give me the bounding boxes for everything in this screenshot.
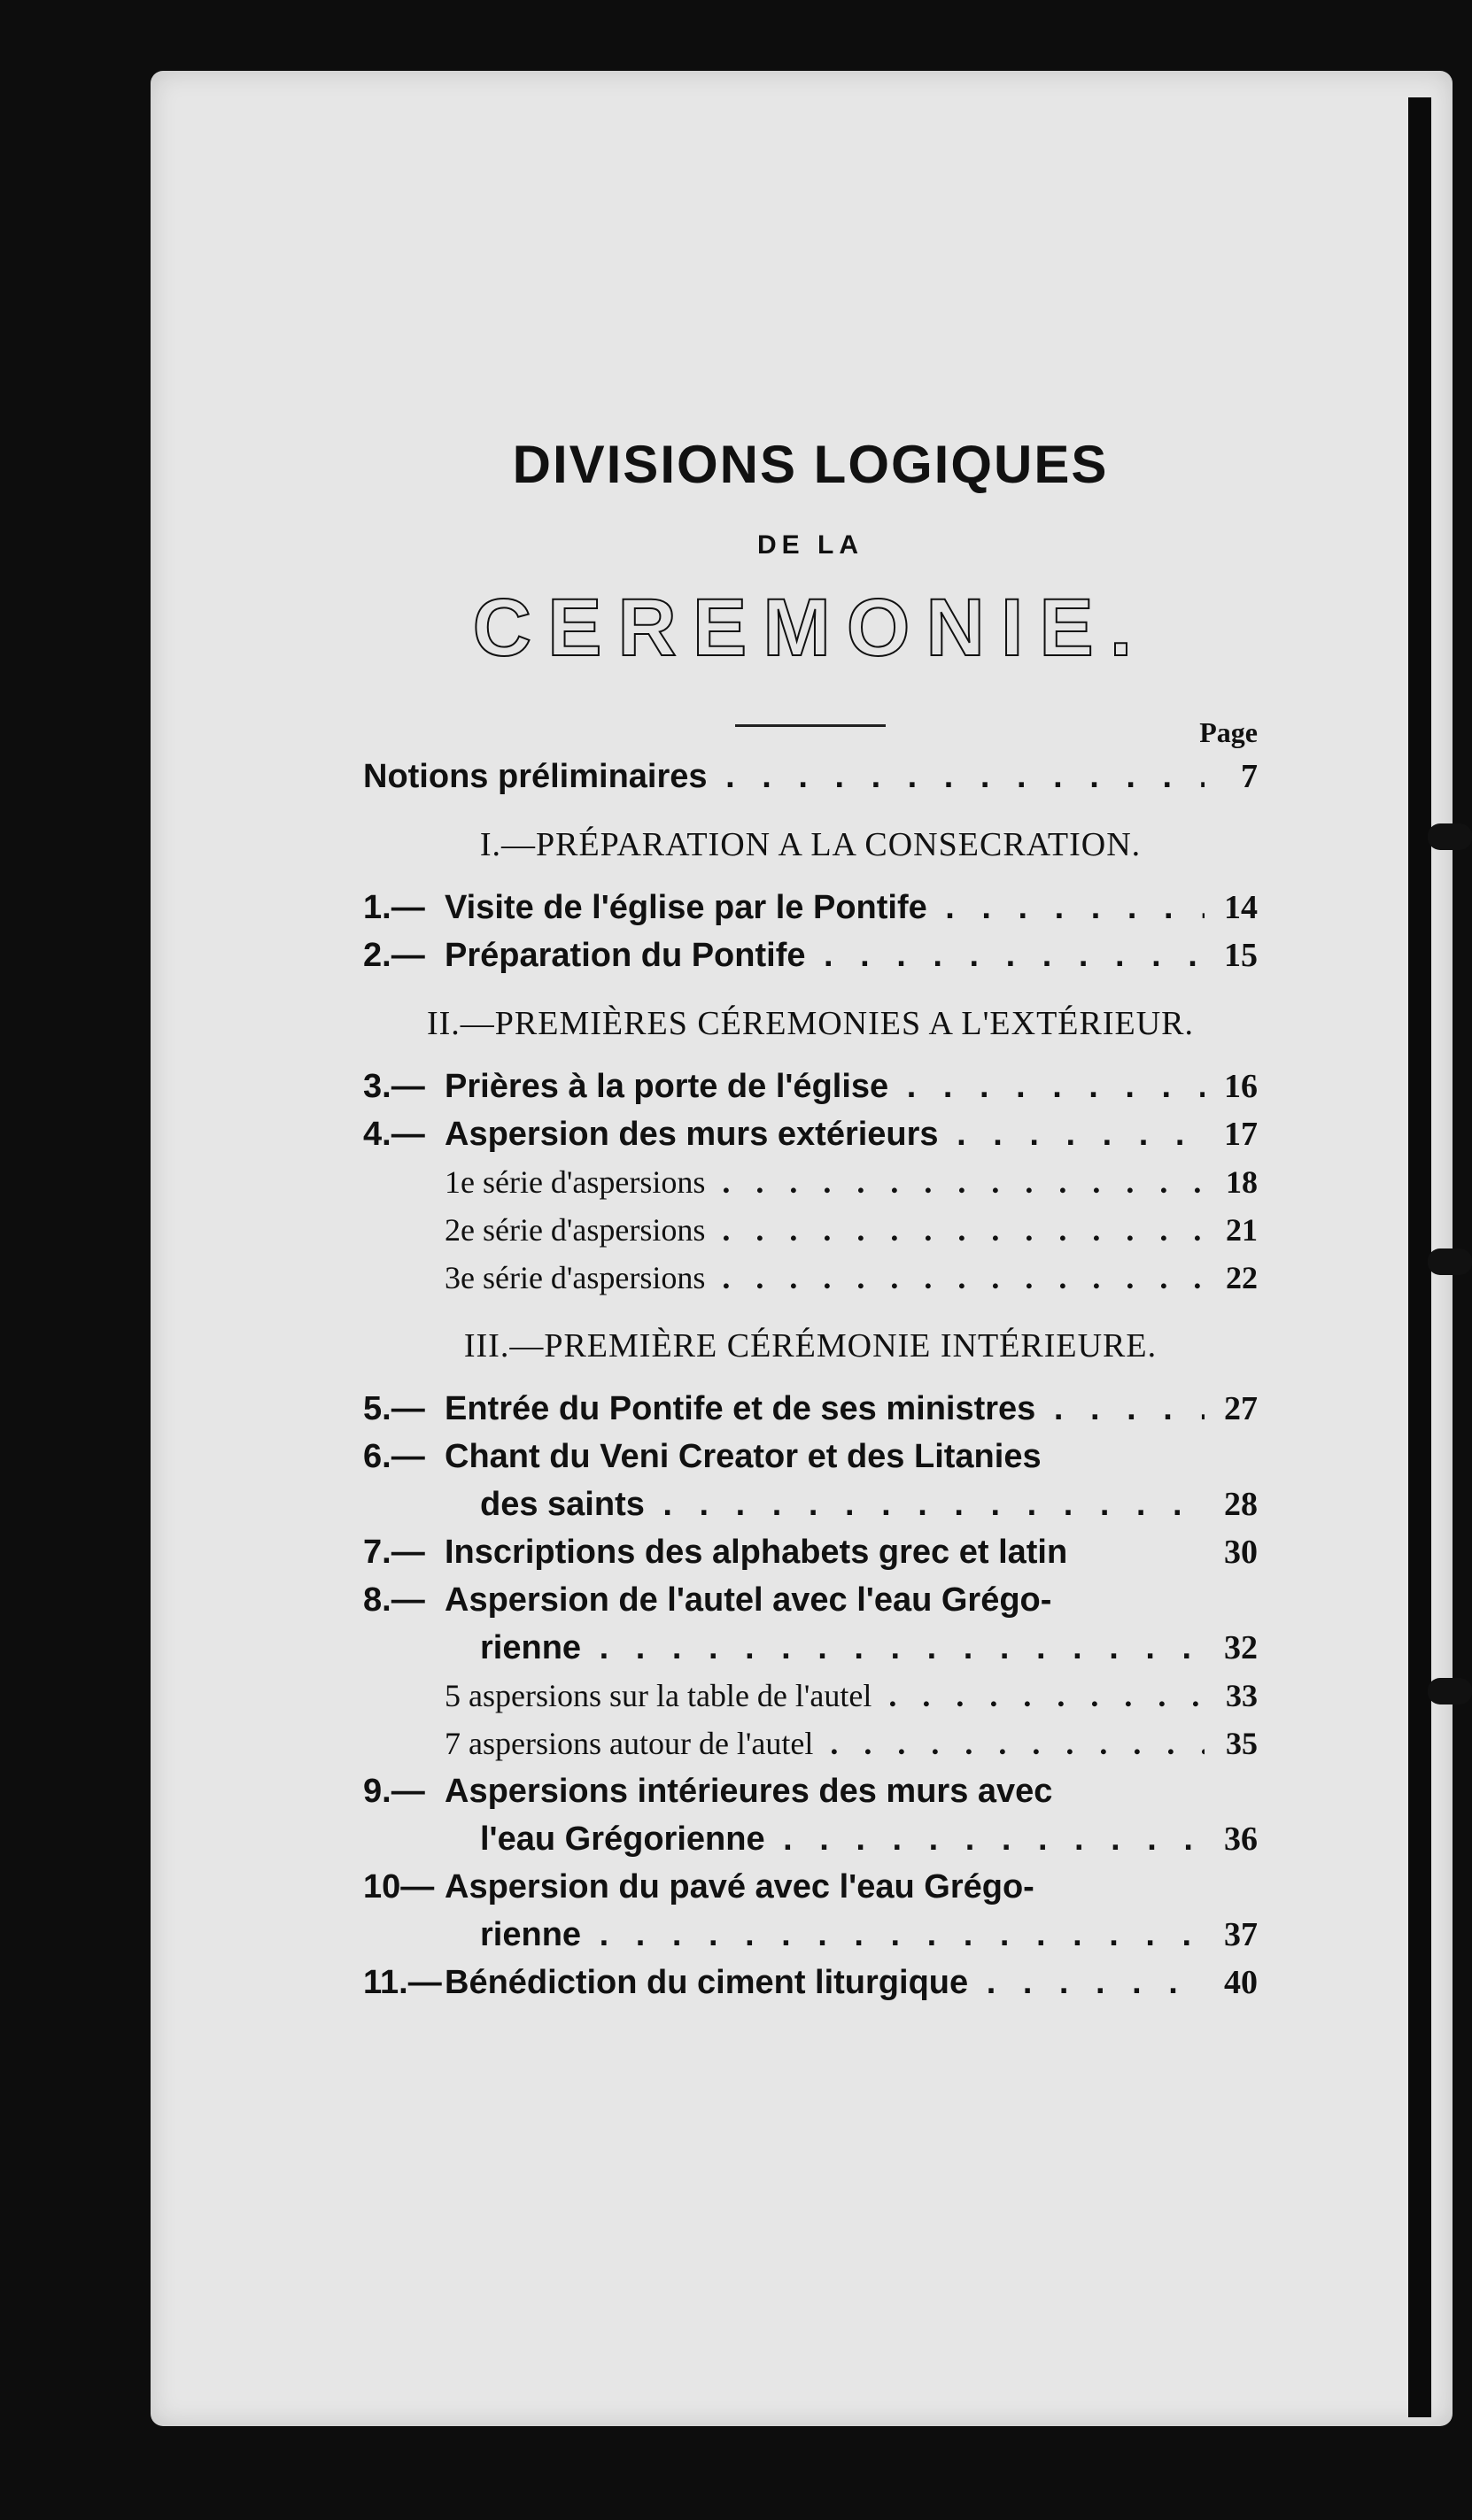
toc-entry-number: 9.— bbox=[363, 1773, 425, 1810]
toc-entry-page: 22 bbox=[1226, 1260, 1258, 1295]
toc-entry-continuation[interactable] bbox=[363, 1815, 1258, 1863]
toc-entry-page: 21 bbox=[1226, 1212, 1258, 1248]
binding-mark bbox=[1428, 1678, 1472, 1704]
toc-entry-label: Aspersion du pavé avec l'eau Grégo- bbox=[445, 1868, 1034, 1905]
toc-entry-page: 14 bbox=[1224, 889, 1258, 926]
binding-mark bbox=[1428, 1248, 1472, 1275]
page-subtitle: DE LA bbox=[757, 530, 864, 560]
page-title: DIVISIONS LOGIQUES bbox=[512, 435, 1109, 494]
toc-entry-number: 5.— bbox=[363, 1390, 425, 1427]
toc-entry[interactable] bbox=[363, 1863, 1258, 1911]
toc-entry-label: Préparation du Pontife . . . bbox=[445, 931, 1205, 979]
page-column-label: Page bbox=[1199, 716, 1258, 748]
toc-entry-number: 7.— bbox=[363, 1534, 425, 1571]
toc-entry-number: 1.— bbox=[363, 889, 425, 926]
toc-entry-label: Aspersions intérieures des murs avec bbox=[445, 1773, 1053, 1810]
table-of-contents bbox=[363, 434, 1258, 2006]
toc-entry-continuation[interactable] bbox=[363, 1911, 1258, 1959]
toc-entry-number: 4.— bbox=[363, 1116, 425, 1153]
toc-entry-page: 7 bbox=[1241, 758, 1258, 795]
toc-entry-label: Visite de l'église par le Pontife . . . bbox=[445, 884, 1205, 931]
toc-entry-page: 36 bbox=[1224, 1820, 1258, 1858]
section-heading bbox=[363, 1001, 1258, 1047]
toc-subentry[interactable] bbox=[363, 1254, 1258, 1302]
toc-entry-page: 27 bbox=[1224, 1390, 1258, 1427]
toc-subentry[interactable] bbox=[363, 1206, 1258, 1254]
toc-subentry-label: 5 aspersions sur la table de l'autel . . . bbox=[445, 1672, 1205, 1720]
toc-subentry[interactable] bbox=[363, 1720, 1258, 1767]
toc-entry-number: 6.— bbox=[363, 1438, 425, 1475]
toc-entry[interactable] bbox=[363, 753, 1258, 800]
toc-entry[interactable] bbox=[363, 1110, 1258, 1158]
toc-entry[interactable] bbox=[363, 1433, 1258, 1480]
toc-entry-label: Inscriptions des alphabets grec et latin bbox=[445, 1534, 1068, 1571]
section-heading-text: II.—PREMIÈRES CÉREMONIES A L'EXTÉRIEUR. bbox=[426, 1005, 1195, 1042]
toc-entry-page: 35 bbox=[1226, 1726, 1258, 1761]
toc-entry-page: 33 bbox=[1226, 1678, 1258, 1713]
toc-entry-page: 30 bbox=[1224, 1534, 1258, 1571]
toc-entry-label: des saints . . . bbox=[445, 1480, 1205, 1528]
toc-entry-continuation[interactable] bbox=[363, 1480, 1258, 1528]
main-title: CEREMONIE. bbox=[472, 583, 1149, 673]
toc-entry[interactable] bbox=[363, 884, 1258, 931]
toc-entry-page: 15 bbox=[1224, 937, 1258, 974]
toc-entry-label: Prières à la porte de l'église . . . bbox=[445, 1063, 1205, 1110]
toc-entry-page: 32 bbox=[1224, 1629, 1258, 1666]
toc-entry-label: rienne . . . bbox=[445, 1911, 1205, 1959]
toc-subentry-label: 3e série d'aspersions . . . bbox=[445, 1254, 1205, 1302]
toc-entry-label: Aspersion des murs extérieurs . . . bbox=[445, 1110, 1205, 1158]
toc-entry[interactable] bbox=[363, 1063, 1258, 1110]
toc-entry-label: Entrée du Pontife et de ses ministres . . . bbox=[445, 1385, 1205, 1433]
toc-entry-page: 37 bbox=[1224, 1916, 1258, 1953]
toc-entry-label: Chant du Veni Creator et des Litanies bbox=[445, 1438, 1042, 1475]
toc-subentry-label: 7 aspersions autour de l'autel . . . bbox=[445, 1720, 1205, 1767]
toc-entry-label: rienne . . . bbox=[445, 1624, 1205, 1672]
section-heading: III.—PREMIÈRE CÉRÉMONIE INTÉRIEURE. bbox=[463, 1327, 1158, 1364]
toc-entry-page: 17 bbox=[1224, 1116, 1258, 1153]
toc-entry-number: 2.— bbox=[363, 937, 425, 974]
toc-subentry-label: 1e série d'aspersions . . . bbox=[445, 1158, 1205, 1206]
toc-entry-label: Notions préliminaires . . . bbox=[363, 753, 1205, 800]
toc-entry-label: Aspersion de l'autel avec l'eau Grégo- bbox=[445, 1581, 1052, 1619]
toc-subentry[interactable] bbox=[363, 1672, 1258, 1720]
binding-mark bbox=[1428, 823, 1472, 850]
toc-entry-number: 10— bbox=[363, 1868, 435, 1905]
toc-entry[interactable] bbox=[363, 1528, 1258, 1576]
toc-entry-page: 18 bbox=[1226, 1164, 1258, 1200]
toc-entry-continuation[interactable] bbox=[363, 1624, 1258, 1672]
toc-entry-page: 28 bbox=[1224, 1486, 1258, 1523]
toc-entry[interactable] bbox=[363, 1959, 1258, 2006]
toc-entry-label: Bénédiction du ciment liturgique . . . bbox=[445, 1959, 1205, 2006]
toc-entry-page: 16 bbox=[1224, 1068, 1258, 1105]
toc-entry-number: 8.— bbox=[363, 1581, 425, 1619]
toc-entry-number: 3.— bbox=[363, 1068, 425, 1105]
toc-subentry[interactable] bbox=[363, 1158, 1258, 1206]
toc-entry[interactable] bbox=[363, 1576, 1258, 1624]
section-heading: I.—PRÉPARATION A LA CONSECRATION. bbox=[479, 826, 1142, 863]
toc-entry-number: 11.— bbox=[363, 1964, 442, 2001]
toc-entry-page: 40 bbox=[1224, 1964, 1258, 2001]
toc-subentry-label: 2e série d'aspersions . . . bbox=[445, 1206, 1205, 1254]
toc-entry[interactable] bbox=[363, 1385, 1258, 1433]
toc-entry[interactable] bbox=[363, 1767, 1258, 1815]
toc-entry-label: l'eau Grégorienne . . . bbox=[445, 1815, 1205, 1863]
toc-entry[interactable] bbox=[363, 931, 1258, 979]
